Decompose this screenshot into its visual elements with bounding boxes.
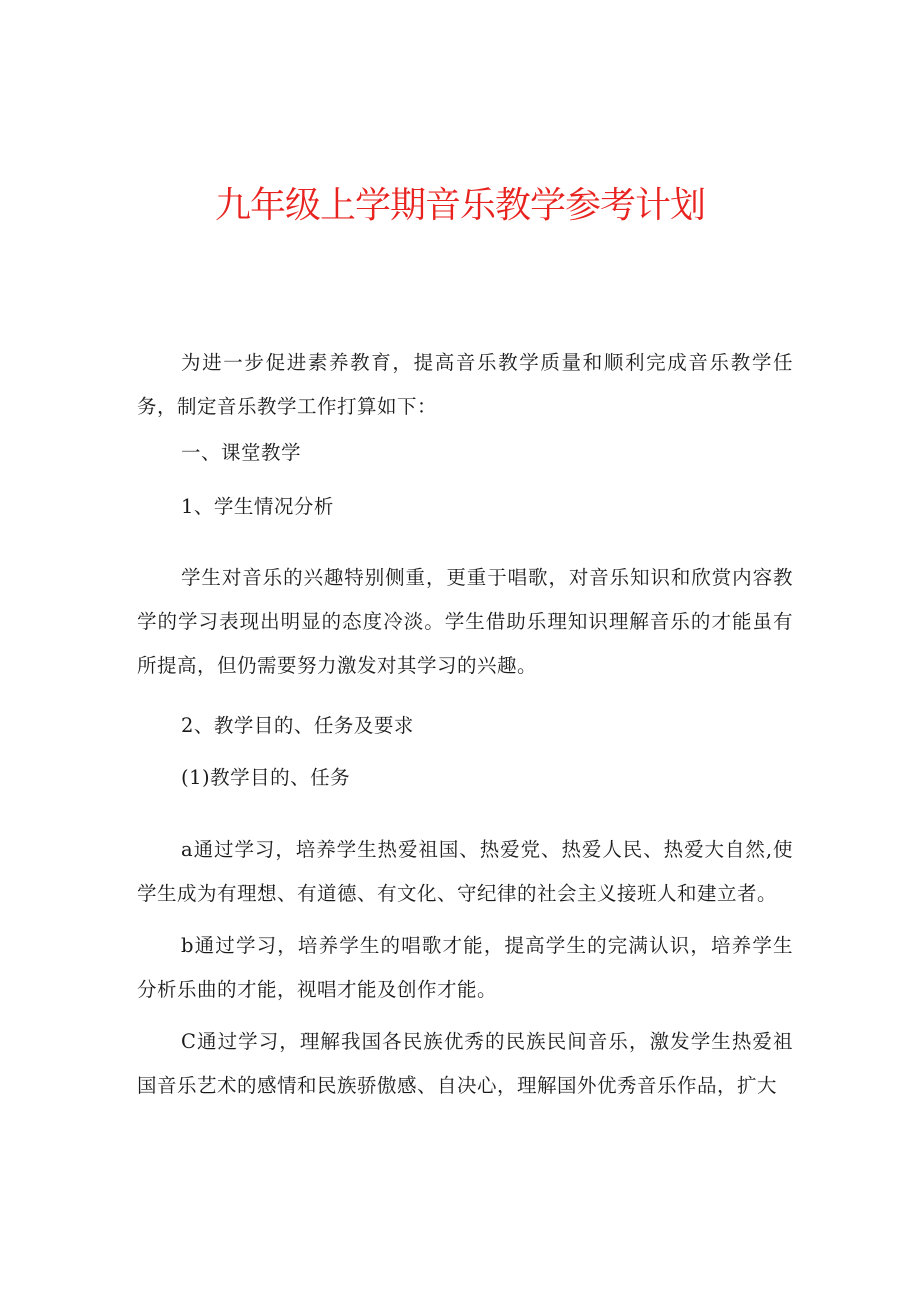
goal-item-a: a通过学习，培养学生热爱祖国、热爱党、热爱人民、热爱大自然,使学生成为有理想、有道德、有文化、守纪律的社会主义接班人和建立者。 [137, 838, 793, 905]
goal-item-b: b通过学习，培养学生的唱歌才能，提高学生的完满认识，培养学生分析乐曲的才能，视唱才能及创作才能。 [137, 934, 793, 1001]
section-heading-classroom: 一、课堂教学 [181, 441, 302, 464]
subsection-heading-student-analysis: 1、学生情况分析 [181, 495, 334, 518]
document-title: 九年级上学期音乐教学参考计划 [214, 185, 705, 226]
student-analysis-paragraph: 学生对音乐的兴趣特别侧重，更重于唱歌，对音乐知识和欣赏内容教学的学习表现出明显的态度冷淡。学生借助乐理知识理解音乐的才能虽有所提高，但仍需要努力激发对其学习的兴趣。 [137, 566, 793, 677]
goal-item-c: C通过学习，理解我国各民族优秀的民族民间音乐，激发学生热爱祖国音乐艺术的感情和民族骄傲感、自决心，理解国外优秀音乐作品，扩大 [137, 1030, 793, 1097]
intro-paragraph: 为进一步促进素养教育，提高音乐教学质量和顺利完成音乐教学任务，制定音乐教学工作打算如下： [137, 351, 793, 418]
subsection-heading-goals: 2、教学目的、任务及要求 [181, 714, 414, 737]
subsubsection-heading-goals-tasks: (1)教学目的、任务 [181, 766, 351, 789]
